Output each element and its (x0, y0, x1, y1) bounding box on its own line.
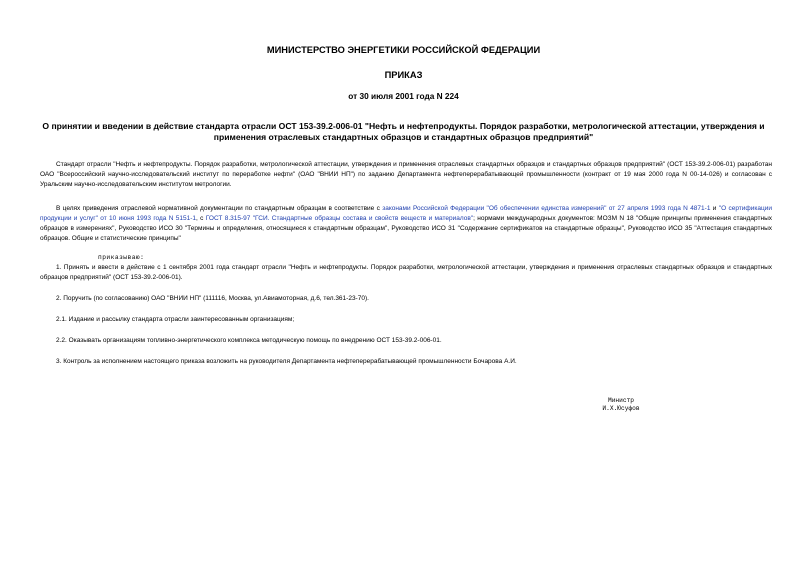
order-item-2: 2. Поручить (по согласованию) ОАО "ВНИИ НП" (111116, Москва, ул.Авиамоторная, д.6, тел.361-23-70). (56, 295, 369, 302)
order-item-3: 3. Контроль за исполнением настоящего приказа возложить на руководителя Департамента нефтеперерабатывающей промышленности Бочарова А.И. (56, 358, 517, 365)
paragraph-purpose-and: и (710, 205, 719, 212)
signature-name: И.Х.Юсуфов (602, 405, 640, 412)
paragraph-purpose (40, 204, 772, 244)
document-title: О принятии и введении в действие стандарта отрасли ОСТ 153-39.2-006-01 "Нефть и нефтепродукты. Порядок разработки, метрологической аттестации, утверждения и применения отраслевых стандартных образцов и стандартных образцов предприятий" (42, 121, 765, 142)
link-gost[interactable]: ГОСТ 8.315-97 "ГСИ. Стандартные образцы состава и свойств веществ и материалов" (205, 215, 474, 222)
paragraph-intro: Стандарт отрасли "Нефть и нефтепродукты. Порядок разработки, метрологической аттестации, утверждения и применения отраслевых стандартных образцов и стандартных образцов предприятий" (ОСТ 153-39.2-006-01) разработан ОАО "Всероссийский научно-исследовательский институт по переработке нефти" (ОАО "ВНИИ НП") по заданию Департамента нефтеперерабатывающей промышленности (контракт от 19 мая 2000 года N 00-14-026) и согласован с Уральским научно-исследовательским институтом метрологии. (40, 161, 772, 188)
order-word: приказываю: (98, 254, 145, 261)
order-item-1: 1. Принять и ввести в действие с 1 сентября 2001 года стандарт отрасли "Нефть и нефтепродукты. Порядок разработки, метрологической аттестации, утверждения и применения отраслевых стандартных образцов и стандартных образцов предприятий" (ОСТ 153-39.2-006-01). (40, 264, 772, 281)
paragraph-purpose-intro: В целях приведения отраслевой нормативной документации по стандартным образцам в соответствие с (56, 205, 383, 212)
link-law-measurements[interactable]: законами Российской Федерации "Об обеспечении единства измерений" от 27 апреля 1993 года N 4871-1 (382, 205, 711, 212)
paragraph-purpose-comma: , с (196, 215, 206, 222)
signature-position: Министр (608, 397, 634, 404)
doc-type-heading: ПРИКАЗ (384, 70, 423, 80)
date-number-heading: от 30 июля 2001 года N 224 (348, 91, 459, 101)
paragraph-purpose-rest: ; нормами международных документов: МОЗМ N 18 "Общие принципы применения стандартных образцов в измерениях", Руководство ИСО 30 "Термины и определения, относящиеся к стандартным образцам", Руководство ИСО 31 "Содержание сертификатов на стандартные образцы", Руководство ИСО 35 "Аттестация стандартных образцов. Общие и статистические принципы" (40, 215, 772, 242)
link-law-certification[interactable]: "О сертификации продукции и услуг" от 10 июня 1993 года N 5151-1 (40, 205, 772, 222)
order-item-2-1: 2.1. Издание и рассылку стандарта отрасли заинтересованным организациям; (56, 316, 295, 323)
ministry-heading: МИНИСТЕРСТВО ЭНЕРГЕТИКИ РОССИЙСКОЙ ФЕДЕРАЦИИ (266, 45, 541, 55)
order-item-2-2: 2.2. Оказывать организациям топливно-энергетического комплекса методическую помощь по внедрению ОСТ 153-39.2-006-01. (56, 337, 442, 344)
